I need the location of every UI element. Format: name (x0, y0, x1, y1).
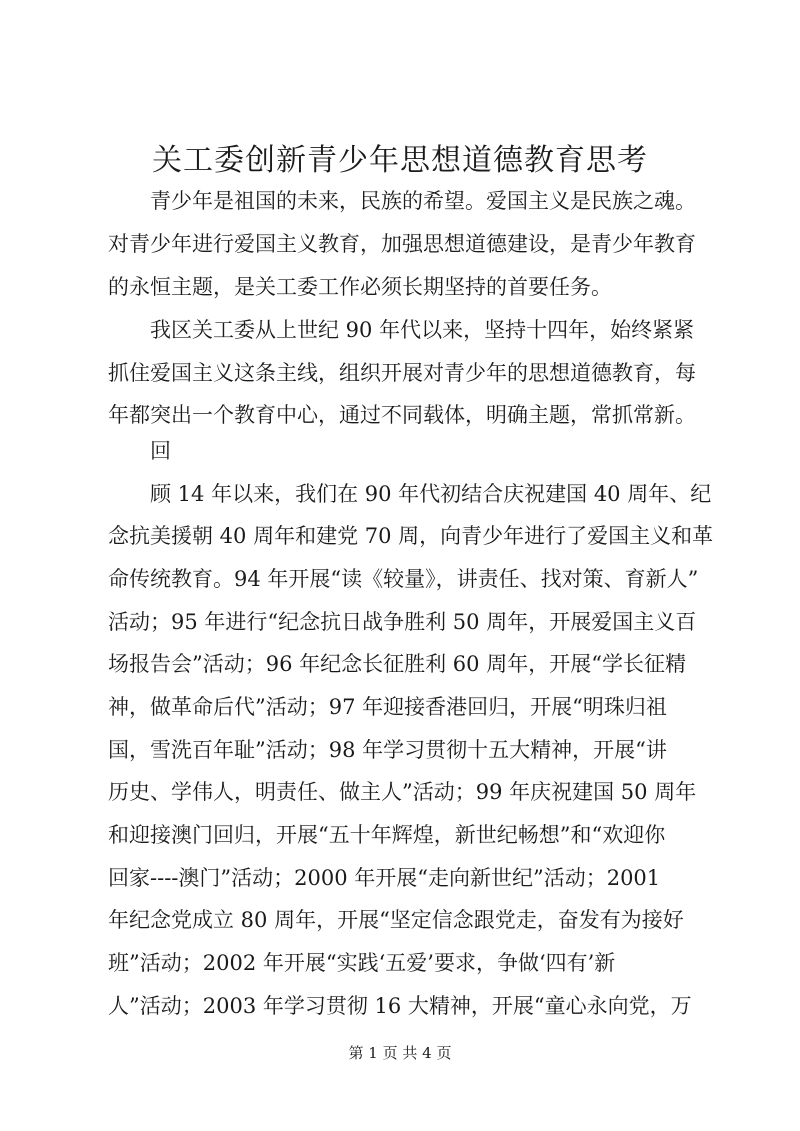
body-line: 年纪念党成立 80 周年，开展“坚定信念跟党走，奋发有为接好 (108, 908, 684, 932)
body-line: 顾 14 年以来，我们在 90 年代初结合庆祝建国 40 周年、纪 (150, 482, 712, 506)
body-line: 命传统教育。94 年开展“读《较量》，讲责任、找对策、育新人” (108, 567, 699, 591)
body-line: 历史、学伟人，明责任、做主人”活动；99 年庆祝建国 50 周年 (108, 780, 697, 804)
body-line: 和迎接澳门回归，开展“五十年辉煌，新世纪畅想”和“欢迎你 (108, 823, 666, 847)
body-line: 对青少年进行爱国主义教育，加强思想道德建设，是青少年教育 (108, 232, 696, 256)
body-line: 班”活动；2002 年开展“实践‘五爱’要求，争做‘四有’新 (108, 951, 616, 975)
body-line: 的永恒主题，是关工委工作必须长期坚持的首要任务。 (108, 275, 612, 299)
body-line: 回家----澳门”活动；2000 年开展“走向新世纪”活动；2001 (108, 866, 661, 890)
body-line: 我区关工委从上世纪 90 年代以来，坚持十四年，始终紧紧 (150, 318, 695, 342)
body-line: 回 (150, 439, 171, 463)
body-line: 人”活动；2003 年学习贯彻 16 大精神，开展“童心永向党，万 (108, 994, 692, 1018)
body-line: 抓住爱国主义这条主线，组织开展对青少年的思想道德教育，每 (108, 361, 696, 385)
body-line: 国，雪洗百年耻”活动；98 年学习贯彻十五大精神，开展“讲 (108, 738, 667, 762)
body-line: 念抗美援朝 40 周年和建党 70 周，向青少年进行了爱国主义和革 (108, 524, 714, 548)
body-line: 场报告会”活动；96 年纪念长征胜利 60 周年，开展“学长征精 (108, 652, 686, 676)
body-line: 活动；95 年进行“纪念抗日战争胜利 50 周年，开展爱国主义百 (108, 610, 697, 634)
body-line: 青少年是祖国的未来，民族的希望。爱国主义是民族之魂。 (150, 189, 696, 213)
document-title: 关工委创新青少年思想道德教育思考 (152, 143, 648, 178)
page-footer: 第 1 页 共 4 页 (348, 1044, 452, 1062)
body-line: 年都突出一个教育中心，通过不同载体，明确主题，常抓常新。 (108, 403, 696, 427)
body-line: 神，做革命后代”活动；97 年迎接香港回归，开展“明珠归祖 (108, 695, 667, 719)
